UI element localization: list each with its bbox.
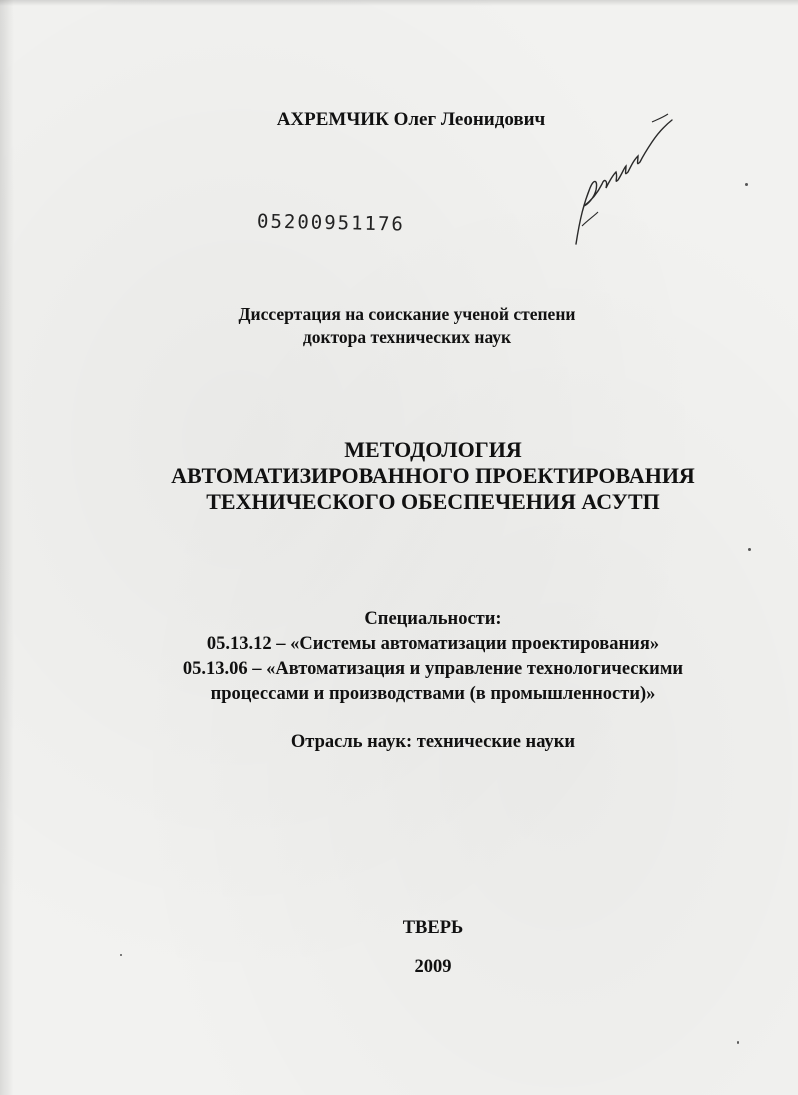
specialty-item-2-cont: процессами и производствами (в промышленности)» [210, 684, 656, 704]
scan-speck [737, 1041, 739, 1044]
degree-line-1: Диссертация на соискание ученой степени [238, 304, 576, 324]
specialty-item-2: 05.13.06 – «Автоматизация и управление технологическими [182, 659, 684, 679]
specialties-block [34, 607, 798, 707]
scan-speck [748, 548, 751, 551]
specialty-item-1: 05.13.12 – «Системы автоматизации проектирования» [206, 634, 660, 654]
scan-shadow-left [0, 0, 14, 1095]
specialties-heading: Специальности: [364, 609, 502, 629]
title-line-2: АВТОМАТИЗИРОВАННОГО ПРОЕКТИРОВАНИЯ [171, 463, 695, 488]
city: ТВЕРЬ [402, 918, 464, 938]
dissertation-title [34, 437, 798, 515]
author-name: АХРЕМЧИК Олег Леонидович [276, 109, 546, 130]
year: 2009 [414, 957, 452, 977]
scan-shadow-top [0, 0, 798, 6]
scan-speck [120, 954, 122, 956]
registration-number: 05200951176 [256, 210, 406, 236]
handwritten-signature [568, 108, 678, 248]
degree-line-2: доктора технических наук [302, 327, 512, 347]
degree-statement [8, 303, 798, 349]
science-branch: Отрасль наук: технические науки [290, 732, 576, 752]
title-line-1: МЕТОДОЛОГИЯ [344, 437, 522, 462]
title-line-3: ТЕХНИЧЕСКОГО ОБЕСПЕЧЕНИЯ АСУТП [206, 489, 660, 514]
scan-speck [745, 183, 748, 186]
